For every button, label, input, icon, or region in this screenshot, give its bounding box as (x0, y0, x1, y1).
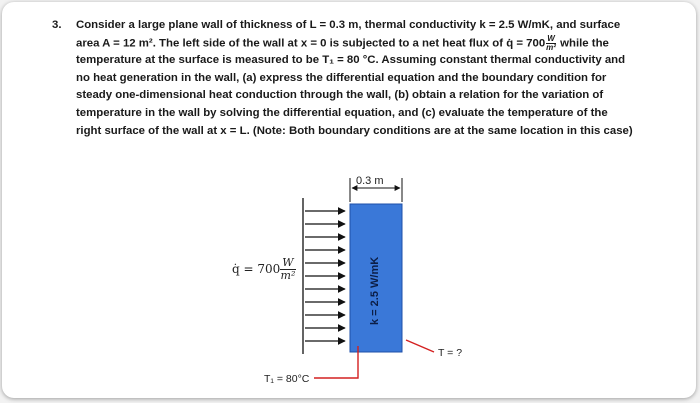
flux-eq-denominator: m² (280, 269, 296, 282)
flux-eq-numerator: W (282, 256, 294, 269)
problem-line-4: no heat generation in the wall, (a) express the differential equation and the boundary condition for (76, 71, 607, 84)
problem-line-5: steady one-dimensional heat conduction through the wall, (b) obtain a relation for the variation of (76, 89, 604, 102)
problem-line-2-text: area A = 12 m². The left side of the wall at x = 0 is subjected to a net heat flux of q̇ = 700 (76, 37, 546, 50)
flux-prefix: q̇ = 700 (232, 262, 281, 276)
flux-eq-fraction (280, 257, 295, 282)
flux-unit-denominator: m² (546, 42, 556, 52)
problem-line-7: right surface of the wall at x = L. (Note: Both boundary conditions are at the same location in this case) (76, 124, 633, 137)
conductivity-label: k = 2.5 W/mK (369, 256, 381, 325)
problem-line-6: temperature in the wall by solving the differential equation, and (c) evaluate the temperature of the (76, 107, 608, 119)
problem-line-1: Consider a large plane wall of thickness of L = 0.3 m, thermal conductivity k = 2.5 W/mK, and surface (76, 19, 621, 31)
t-right-label: T = ? (438, 347, 463, 359)
heat-flux-arrows (303, 198, 345, 354)
document-page (2, 2, 696, 398)
problem-line-2-tail: while the (560, 37, 609, 50)
flux-unit-numerator: W (547, 33, 555, 43)
t-right-marker-line (406, 340, 434, 352)
problem-line-3: temperature at the surface is measured to be T₁ = 80 °C. Assuming constant thermal conductivity and (76, 54, 626, 67)
thickness-label: 0.3 m (356, 175, 384, 187)
wall-diagram (2, 2, 696, 398)
t1-label: T₁ = 80°C (264, 373, 310, 385)
flux-equation (232, 257, 296, 282)
problem-number: 3. (52, 19, 62, 31)
